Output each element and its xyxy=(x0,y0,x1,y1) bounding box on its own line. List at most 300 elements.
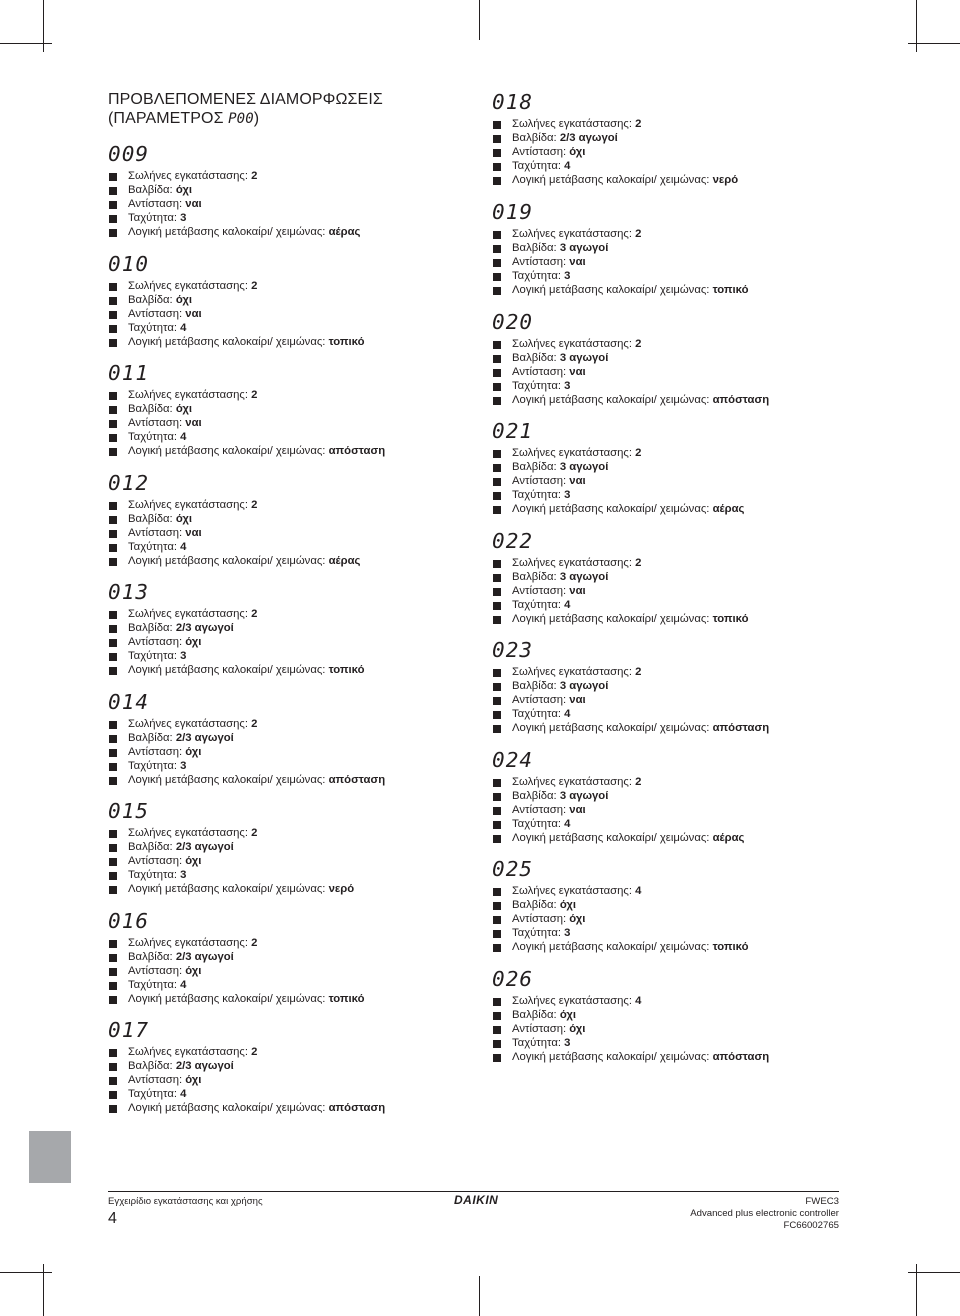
manual-title: Εγχειρίδιο εγκατάστασης και χρήσης xyxy=(108,1196,263,1207)
list-item xyxy=(108,308,365,322)
list-item xyxy=(492,832,744,846)
bullet-icon xyxy=(109,639,117,647)
item-value: 2 xyxy=(635,118,642,130)
item-value: ναι xyxy=(569,474,586,487)
item-value: ναι xyxy=(185,197,202,210)
item-value: 4 xyxy=(564,598,571,611)
list-item xyxy=(492,338,769,352)
list-item xyxy=(108,336,365,350)
bullet-icon xyxy=(109,187,117,195)
item-value: όχι xyxy=(175,183,192,196)
configuration-block xyxy=(108,582,365,678)
item-value: όχι xyxy=(185,635,202,648)
bullet-icon xyxy=(493,1040,501,1048)
item-value: αέρας xyxy=(712,831,745,844)
list-item xyxy=(108,883,354,897)
list-item xyxy=(492,1051,769,1065)
bullet-icon xyxy=(109,982,117,990)
item-value: τοπικό xyxy=(712,612,749,625)
item-value: 2/3 αγωγοί xyxy=(175,950,234,963)
bullet-icon xyxy=(109,406,117,414)
item-value: 3 αγωγοί xyxy=(559,351,609,364)
configuration-list xyxy=(492,447,744,517)
item-label: Σωλήνες εγκατάστασης: xyxy=(512,995,632,1007)
item-value: 2 xyxy=(635,228,642,240)
daikin-logo: DAIKIN xyxy=(454,1193,499,1207)
item-label: Αντίσταση: xyxy=(128,635,183,648)
list-item xyxy=(492,256,749,270)
item-label: Αντίσταση: xyxy=(512,145,567,158)
item-value: όχι xyxy=(175,402,192,415)
bullet-icon xyxy=(109,777,117,785)
list-item xyxy=(108,431,385,445)
configuration-block xyxy=(492,750,744,846)
bullet-icon xyxy=(109,173,117,181)
configuration-list xyxy=(108,937,365,1007)
bullet-icon xyxy=(493,1054,501,1062)
item-value: αέρας xyxy=(328,554,361,567)
page-title xyxy=(108,90,383,129)
configuration-code: 011 xyxy=(108,361,150,385)
item-label: Ταχύτητα: xyxy=(128,978,178,991)
configuration-code: 010 xyxy=(108,252,150,276)
list-item xyxy=(492,1037,769,1051)
document-info xyxy=(690,1196,839,1232)
list-item xyxy=(492,571,749,585)
bullet-icon xyxy=(493,355,501,363)
item-label: Λογική μετάβασης καλοκαίρι/ χειμώνας: xyxy=(512,173,710,186)
bullet-icon xyxy=(109,502,117,510)
item-label: Σωλήνες εγκατάστασης: xyxy=(128,280,248,292)
bullet-icon xyxy=(493,793,501,801)
list-item xyxy=(108,869,354,883)
configuration-block xyxy=(492,969,769,1065)
bullet-icon xyxy=(493,506,501,514)
list-item xyxy=(108,555,360,569)
list-item xyxy=(108,951,365,965)
list-item xyxy=(492,366,769,380)
list-item xyxy=(492,132,738,146)
bullet-icon xyxy=(493,669,501,677)
configuration-list xyxy=(492,885,749,955)
list-item xyxy=(108,294,365,308)
bullet-icon xyxy=(493,478,501,486)
item-label: Βαλβίδα: xyxy=(512,241,557,254)
configuration-block xyxy=(492,421,744,517)
title-prefix: (ΠΑΡΑΜΕΤΡΟΣ xyxy=(108,110,229,127)
bullet-icon xyxy=(109,297,117,305)
list-item xyxy=(492,557,749,571)
configuration-list xyxy=(492,776,744,846)
item-label: Αντίσταση: xyxy=(512,365,567,378)
bullet-icon xyxy=(109,625,117,633)
configuration-block xyxy=(108,1020,385,1116)
item-value: αέρας xyxy=(328,225,361,238)
configuration-list xyxy=(492,557,749,627)
item-label: Σωλήνες εγκατάστασης: xyxy=(128,389,248,401)
crop-mark xyxy=(479,1276,480,1316)
item-label: Βαλβίδα: xyxy=(512,679,557,692)
item-value: 3 αγωγοί xyxy=(559,679,609,692)
configuration-block xyxy=(492,202,749,298)
list-item xyxy=(492,585,749,599)
configuration-code: 017 xyxy=(108,1018,150,1042)
product-name: Advanced plus electronic controller xyxy=(690,1208,839,1219)
item-value: όχι xyxy=(559,1008,576,1021)
bullet-icon xyxy=(493,135,501,143)
title-line-2 xyxy=(108,109,383,129)
item-label: Αντίσταση: xyxy=(128,964,183,977)
item-value: 2 xyxy=(251,170,258,182)
item-label: Αντίσταση: xyxy=(128,854,183,867)
list-item xyxy=(492,613,749,627)
item-value: ναι xyxy=(569,255,586,268)
item-value: νερό xyxy=(712,173,739,186)
configuration-list xyxy=(108,389,385,459)
item-label: Ταχύτητα: xyxy=(512,707,562,720)
bullet-icon xyxy=(109,940,117,948)
bullet-icon xyxy=(493,602,501,610)
bullet-icon xyxy=(109,544,117,552)
list-item xyxy=(108,827,354,841)
bullet-icon xyxy=(493,341,501,349)
configuration-block xyxy=(108,911,365,1007)
bullet-icon xyxy=(493,560,501,568)
item-label: Ταχύτητα: xyxy=(128,759,178,772)
item-value: 3 αγωγοί xyxy=(559,241,609,254)
bullet-icon xyxy=(493,149,501,157)
item-label: Σωλήνες εγκατάστασης: xyxy=(128,827,248,839)
item-value: 2 xyxy=(635,447,642,459)
bullet-icon xyxy=(493,369,501,377)
model-name: FWEC3 xyxy=(805,1196,839,1207)
configuration-list xyxy=(108,499,360,569)
list-item xyxy=(492,790,744,804)
footer-rule xyxy=(108,1191,839,1192)
list-item xyxy=(492,284,749,298)
item-value: απόσταση xyxy=(328,1101,386,1114)
configuration-list xyxy=(492,338,769,408)
crop-mark xyxy=(916,0,917,52)
item-label: Λογική μετάβασης καλοκαίρι/ χειμώνας: xyxy=(128,225,326,238)
list-item xyxy=(108,184,360,198)
list-item xyxy=(108,322,365,336)
configuration-list xyxy=(108,827,354,897)
item-value: 2 xyxy=(251,1046,258,1058)
item-value: 4 xyxy=(635,995,642,1007)
bullet-icon xyxy=(109,1077,117,1085)
list-item xyxy=(108,1046,385,1060)
bullet-icon xyxy=(493,1026,501,1034)
item-value: 4 xyxy=(180,1087,187,1100)
item-label: Ταχύτητα: xyxy=(128,1087,178,1100)
list-item xyxy=(492,242,749,256)
item-value: 2 xyxy=(251,937,258,949)
bullet-icon xyxy=(493,464,501,472)
bullet-icon xyxy=(109,653,117,661)
item-value: 2 xyxy=(635,557,642,569)
configuration-code: 020 xyxy=(492,310,534,334)
item-label: Ταχύτητα: xyxy=(128,649,178,662)
list-item xyxy=(492,941,749,955)
configuration-list xyxy=(108,280,365,350)
bullet-icon xyxy=(109,558,117,566)
list-item xyxy=(108,541,360,555)
item-value: όχι xyxy=(569,145,586,158)
configuration-list xyxy=(492,666,769,736)
item-value: 3 αγωγοί xyxy=(559,460,609,473)
item-value: 4 xyxy=(180,978,187,991)
bullet-icon xyxy=(109,420,117,428)
list-item xyxy=(492,475,744,489)
item-value: όχι xyxy=(175,512,192,525)
list-item xyxy=(492,394,769,408)
parameter-code: P00 xyxy=(228,111,254,127)
configuration-list xyxy=(108,718,385,788)
configuration-block xyxy=(492,859,749,955)
item-label: Αντίσταση: xyxy=(512,912,567,925)
item-label: Λογική μετάβασης καλοκαίρι/ χειμώνας: xyxy=(128,335,326,348)
item-label: Αντίσταση: xyxy=(512,255,567,268)
bullet-icon xyxy=(109,872,117,880)
bullet-icon xyxy=(493,998,501,1006)
list-item xyxy=(108,389,385,403)
item-label: Βαλβίδα: xyxy=(512,898,557,911)
list-item xyxy=(108,746,385,760)
item-value: όχι xyxy=(569,912,586,925)
configuration-list xyxy=(108,1046,385,1116)
item-value: τοπικό xyxy=(712,283,749,296)
crop-mark xyxy=(0,1272,52,1273)
bullet-icon xyxy=(109,448,117,456)
item-value: όχι xyxy=(185,854,202,867)
bullet-icon xyxy=(109,392,117,400)
item-value: 3 αγωγοί xyxy=(559,789,609,802)
bullet-icon xyxy=(109,830,117,838)
item-value: 2 xyxy=(635,776,642,788)
bullet-icon xyxy=(493,245,501,253)
list-item xyxy=(108,499,360,513)
bullet-icon xyxy=(493,588,501,596)
item-value: 2/3 αγωγοί xyxy=(175,840,234,853)
item-value: 4 xyxy=(180,430,187,443)
list-item xyxy=(492,146,738,160)
bullet-icon xyxy=(493,779,501,787)
list-item xyxy=(108,1102,385,1116)
configuration-code: 018 xyxy=(492,90,534,114)
item-label: Βαλβίδα: xyxy=(128,840,173,853)
list-item xyxy=(492,380,769,394)
item-label: Λογική μετάβασης καλοκαίρι/ χειμώνας: xyxy=(128,773,326,786)
item-label: Λογική μετάβασης καλοκαίρι/ χειμώνας: xyxy=(512,612,710,625)
item-value: τοπικό xyxy=(328,335,365,348)
item-label: Σωλήνες εγκατάστασης: xyxy=(128,1046,248,1058)
configuration-list xyxy=(108,170,360,240)
bullet-icon xyxy=(109,516,117,524)
bullet-icon xyxy=(109,201,117,209)
list-item xyxy=(492,599,749,613)
item-label: Λογική μετάβασης καλοκαίρι/ χειμώνας: xyxy=(128,663,326,676)
configuration-block xyxy=(492,92,738,188)
bullet-icon xyxy=(109,215,117,223)
list-item xyxy=(492,927,749,941)
bullet-icon xyxy=(493,231,501,239)
list-item xyxy=(492,694,769,708)
configuration-code: 023 xyxy=(492,638,534,662)
item-label: Λογική μετάβασης καλοκαίρι/ χειμώνας: xyxy=(512,1050,710,1063)
item-value: ναι xyxy=(185,416,202,429)
item-label: Σωλήνες εγκατάστασης: xyxy=(512,338,632,350)
item-value: 3 xyxy=(180,868,187,881)
bullet-icon xyxy=(109,1105,117,1113)
item-value: 3 xyxy=(564,926,571,939)
bullet-icon xyxy=(109,611,117,619)
item-label: Σωλήνες εγκατάστασης: xyxy=(128,937,248,949)
item-label: Βαλβίδα: xyxy=(512,789,557,802)
item-value: τοπικό xyxy=(712,940,749,953)
bullet-icon xyxy=(109,968,117,976)
bullet-icon xyxy=(109,530,117,538)
bullet-icon xyxy=(493,287,501,295)
list-item xyxy=(108,417,385,431)
configuration-list xyxy=(492,228,749,298)
bullet-icon xyxy=(109,886,117,894)
item-value: 2 xyxy=(251,608,258,620)
configuration-block xyxy=(108,363,385,459)
bullet-icon xyxy=(109,325,117,333)
bullet-icon xyxy=(493,450,501,458)
list-item xyxy=(108,445,385,459)
bullet-icon xyxy=(109,844,117,852)
item-value: 3 xyxy=(564,379,571,392)
item-value: αέρας xyxy=(712,502,745,515)
list-item xyxy=(108,993,365,1007)
configuration-code: 015 xyxy=(108,799,150,823)
item-value: όχι xyxy=(185,745,202,758)
configuration-block xyxy=(108,692,385,788)
item-value: 2 xyxy=(635,338,642,350)
bullet-icon xyxy=(493,121,501,129)
bullet-icon xyxy=(493,383,501,391)
list-item xyxy=(108,760,385,774)
crop-mark xyxy=(908,1272,960,1273)
list-item xyxy=(492,913,749,927)
item-label: Λογική μετάβασης καλοκαίρι/ χειμώνας: xyxy=(512,940,710,953)
list-item xyxy=(492,174,738,188)
configuration-block xyxy=(492,531,749,627)
item-value: 2 xyxy=(635,666,642,678)
list-item xyxy=(492,270,749,284)
item-label: Σωλήνες εγκατάστασης: xyxy=(128,170,248,182)
item-label: Βαλβίδα: xyxy=(128,183,173,196)
list-item xyxy=(108,198,360,212)
configuration-code: 026 xyxy=(492,967,534,991)
configuration-list xyxy=(492,995,769,1065)
bullet-icon xyxy=(493,711,501,719)
bullet-icon xyxy=(493,492,501,500)
list-item xyxy=(108,1074,385,1088)
list-item xyxy=(108,732,385,746)
bullet-icon xyxy=(109,283,117,291)
item-value: 2/3 αγωγοί xyxy=(175,731,234,744)
configuration-code: 009 xyxy=(108,142,150,166)
item-value: όχι xyxy=(185,1073,202,1086)
item-label: Ταχύτητα: xyxy=(128,321,178,334)
bullet-icon xyxy=(493,725,501,733)
item-label: Βαλβίδα: xyxy=(128,621,173,634)
item-value: 4 xyxy=(564,707,571,720)
item-label: Σωλήνες εγκατάστασης: xyxy=(512,776,632,788)
item-label: Αντίσταση: xyxy=(128,416,183,429)
list-item xyxy=(492,489,744,503)
bullet-icon xyxy=(109,339,117,347)
item-value: ναι xyxy=(569,803,586,816)
item-label: Ταχύτητα: xyxy=(512,817,562,830)
item-value: 3 xyxy=(180,649,187,662)
item-label: Ταχύτητα: xyxy=(128,868,178,881)
list-item xyxy=(108,774,385,788)
list-item xyxy=(492,160,738,174)
list-item xyxy=(108,937,365,951)
list-item xyxy=(492,708,769,722)
item-label: Βαλβίδα: xyxy=(128,402,173,415)
bullet-icon xyxy=(109,996,117,1004)
item-value: 3 αγωγοί xyxy=(559,570,609,583)
list-item xyxy=(108,979,365,993)
item-value: ναι xyxy=(569,693,586,706)
list-item xyxy=(492,228,749,242)
item-label: Ταχύτητα: xyxy=(512,379,562,392)
item-label: Σωλήνες εγκατάστασης: xyxy=(512,885,632,897)
bullet-icon xyxy=(493,177,501,185)
page-number: 4 xyxy=(108,1210,117,1227)
item-label: Σωλήνες εγκατάστασης: xyxy=(512,557,632,569)
list-item xyxy=(108,527,360,541)
item-label: Αντίσταση: xyxy=(512,693,567,706)
bullet-icon xyxy=(109,735,117,743)
item-label: Λογική μετάβασης καλοκαίρι/ χειμώνας: xyxy=(128,554,326,567)
item-label: Σωλήνες εγκατάστασης: xyxy=(128,608,248,620)
item-value: απόσταση xyxy=(712,721,770,734)
title-line-1: ΠΡΟΒΛΕΠΟΜΕΝΕΣ ΔΙΑΜΟΡΦΩΣΕΙΣ xyxy=(108,91,383,108)
list-item xyxy=(108,226,360,240)
list-item xyxy=(492,818,744,832)
list-item xyxy=(492,776,744,790)
item-label: Βαλβίδα: xyxy=(128,731,173,744)
configuration-code: 013 xyxy=(108,580,150,604)
list-item xyxy=(492,995,769,1009)
list-item xyxy=(492,722,769,736)
item-label: Ταχύτητα: xyxy=(128,540,178,553)
item-label: Σωλήνες εγκατάστασης: xyxy=(512,447,632,459)
title-suffix: ) xyxy=(253,110,260,127)
configuration-block xyxy=(108,473,360,569)
list-item xyxy=(492,666,769,680)
item-value: 2/3 αγωγοί xyxy=(559,131,618,144)
configuration-code: 024 xyxy=(492,748,534,772)
bullet-icon xyxy=(493,397,501,405)
item-value: 2 xyxy=(251,499,258,511)
bullet-icon xyxy=(493,574,501,582)
item-label: Λογική μετάβασης καλοκαίρι/ χειμώνας: xyxy=(512,502,710,515)
item-label: Βαλβίδα: xyxy=(128,950,173,963)
item-value: απόσταση xyxy=(328,444,386,457)
item-value: 4 xyxy=(564,817,571,830)
item-value: 4 xyxy=(180,321,187,334)
item-value: όχι xyxy=(559,898,576,911)
bullet-icon xyxy=(493,930,501,938)
bullet-icon xyxy=(493,1012,501,1020)
